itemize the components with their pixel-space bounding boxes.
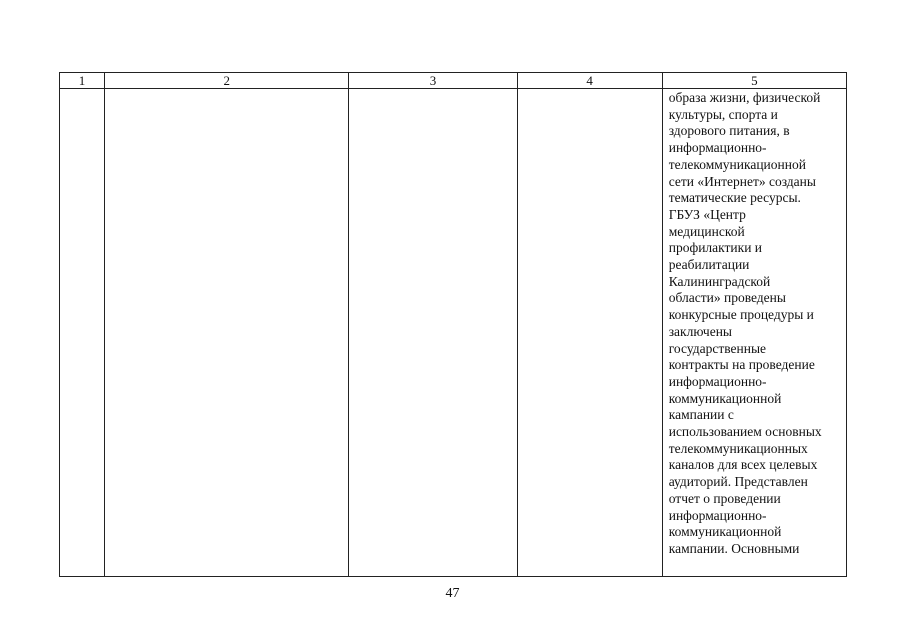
table-cell-col3 bbox=[349, 89, 517, 577]
text-line: кампании с bbox=[668, 407, 734, 423]
text-line: реабилитации bbox=[668, 257, 750, 273]
column-header-1: 1 bbox=[60, 73, 105, 89]
text-line: использованием основных bbox=[668, 424, 822, 440]
text-line: профилактики и bbox=[668, 240, 763, 256]
table-header-row bbox=[60, 73, 847, 89]
page-number: 47 bbox=[445, 586, 460, 601]
text-line: государственные bbox=[668, 340, 767, 356]
text-line: образа жизни, физической bbox=[668, 90, 821, 105]
text-line: коммуникационной bbox=[668, 390, 782, 406]
text-line: отчет о проведении bbox=[668, 490, 781, 506]
text-line: культуры, спорта и bbox=[668, 106, 778, 122]
table-cell-col5 bbox=[662, 89, 846, 577]
text-line: телекоммуникационных bbox=[668, 440, 808, 456]
text-line: аудиторий. Представлен bbox=[668, 474, 808, 490]
text-line: информационно- bbox=[668, 140, 767, 156]
text-line: тематические ресурсы. bbox=[668, 190, 801, 206]
report-table bbox=[59, 72, 847, 577]
column-header-5: 5 bbox=[662, 73, 846, 89]
text-line: здорового питания, в bbox=[668, 123, 790, 139]
cell-paragraph bbox=[663, 89, 846, 558]
text-line: конкурсные процедуры и bbox=[668, 307, 814, 323]
column-header-4: 4 bbox=[517, 73, 662, 89]
text-line: контракты на проведение bbox=[668, 357, 815, 373]
text-line: медицинской bbox=[668, 223, 745, 239]
column-header-3: 3 bbox=[349, 73, 517, 89]
table-cell-col2 bbox=[105, 89, 349, 577]
text-line: заключены bbox=[668, 323, 732, 339]
table-row bbox=[60, 89, 847, 577]
text-line: ГБУЗ «Центр bbox=[668, 206, 746, 222]
text-line: телекоммуникационной bbox=[668, 156, 806, 172]
text-line: коммуникационной bbox=[668, 524, 782, 540]
table-cell-col4 bbox=[517, 89, 662, 577]
text-line: сети «Интернет» созданы bbox=[668, 173, 816, 189]
table-cell-col1 bbox=[60, 89, 105, 577]
text-line: каналов для всех целевых bbox=[668, 457, 818, 473]
column-header-2: 2 bbox=[105, 73, 349, 89]
text-line: кампании. Основными bbox=[668, 540, 800, 556]
text-line: Калининградской bbox=[668, 273, 771, 289]
text-line: информационно- bbox=[668, 373, 767, 389]
text-line: информационно- bbox=[668, 507, 767, 523]
text-line: области» проведены bbox=[668, 290, 786, 306]
